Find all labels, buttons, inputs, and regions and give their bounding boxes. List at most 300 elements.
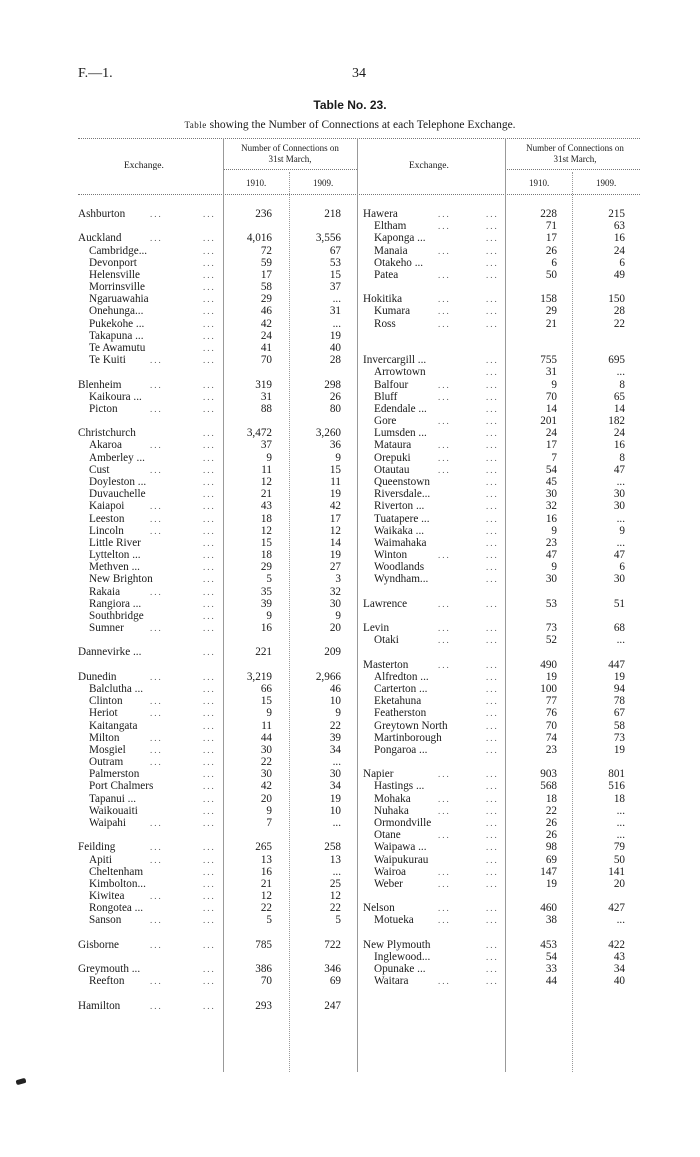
table-row	[363, 549, 643, 561]
table-row	[78, 756, 348, 768]
table-row	[363, 305, 643, 317]
value-1910: 9	[551, 378, 557, 391]
value-1910: 265	[255, 841, 272, 854]
table-row	[363, 963, 643, 975]
table-row	[363, 829, 643, 841]
value-1910: 58	[260, 281, 272, 294]
leader-dots: ...	[486, 732, 499, 743]
leader-dots: ...	[486, 903, 499, 914]
exchange-name: Leeston	[89, 512, 125, 525]
value-1909: 20	[329, 622, 341, 635]
value-1910: 31	[260, 390, 272, 403]
leader-dots: ...	[203, 598, 216, 609]
exchange-name: Orepuki	[374, 451, 411, 464]
leader-dots: ...	[150, 355, 163, 366]
table-row	[363, 488, 643, 500]
exchange-name: Amberley ...	[89, 451, 145, 464]
value-1910: 16	[260, 622, 272, 635]
value-1910: 18	[260, 512, 272, 525]
table-row	[78, 488, 348, 500]
leader-dots: ...	[438, 209, 451, 219]
leader-dots: ...	[203, 708, 216, 719]
leader-dots: ...	[203, 403, 216, 414]
value-1910: 71	[545, 220, 557, 233]
table-row	[363, 586, 643, 598]
value-1910: 54	[545, 463, 557, 476]
value-1910: 17	[545, 439, 557, 452]
table-row	[78, 902, 348, 914]
table-row	[363, 391, 643, 403]
value-1909: 427	[608, 902, 625, 915]
exchange-name: Eltham	[374, 220, 407, 233]
value-1910: 9	[266, 804, 272, 817]
exchange-name: Morrinsville	[89, 281, 145, 294]
table-row	[78, 342, 348, 354]
table-row	[363, 537, 643, 549]
table-row	[363, 245, 643, 257]
value-1909: 34	[613, 963, 625, 976]
value-1910: 35	[260, 585, 272, 598]
caption-lead: Table	[184, 120, 207, 130]
leader-dots: ...	[438, 294, 451, 305]
exchange-name: Lincoln	[89, 524, 124, 537]
value-1910: 77	[545, 695, 557, 708]
value-1910: 26	[545, 817, 557, 829]
leader-dots: ...	[203, 525, 216, 536]
exchange-name: Southbridge	[89, 609, 144, 622]
exchange-name: Waitara	[374, 975, 409, 988]
value-1909: ...	[616, 512, 625, 525]
exchange-name: New Plymouth	[363, 938, 431, 951]
value-1909: 516	[608, 780, 625, 793]
leader-dots: ...	[203, 245, 216, 256]
table-row	[363, 257, 643, 269]
leader-dots: ...	[486, 635, 499, 646]
table-row	[363, 513, 643, 525]
table-row	[78, 610, 348, 622]
exchange-name: Riversdale...	[374, 488, 431, 501]
leader-dots: ...	[150, 708, 163, 719]
value-1910: 21	[260, 488, 272, 501]
table-row	[363, 561, 643, 573]
leader-dots: ...	[486, 878, 499, 889]
table-row	[363, 878, 643, 890]
leader-dots: ...	[203, 428, 216, 439]
value-1909: 22	[329, 902, 341, 915]
leader-dots: ...	[486, 306, 499, 317]
exchange-name: Sanson	[89, 914, 122, 927]
value-1909: 182	[608, 415, 625, 428]
leader-dots: ...	[203, 647, 216, 658]
table-row	[363, 744, 643, 756]
value-1909: 28	[329, 354, 341, 367]
leader-dots: ...	[486, 513, 499, 524]
value-1910: 98	[545, 841, 557, 854]
value-1910: 72	[260, 244, 272, 257]
exchange-name: Te Kuiti	[89, 354, 126, 367]
page-number: 34	[352, 66, 366, 81]
value-1910: 21	[545, 317, 557, 330]
table-row	[78, 391, 348, 403]
table-row	[363, 683, 643, 695]
exchange-name: Methven ...	[89, 561, 140, 574]
exchange-name: Invercargill ...	[363, 354, 427, 367]
leader-dots: ...	[203, 805, 216, 816]
exchange-name: Little River	[89, 536, 141, 549]
value-1910: 24	[545, 427, 557, 440]
exchange-name: Outram	[89, 756, 124, 769]
exchange-name: Ormondville	[374, 817, 432, 829]
value-1910: 30	[545, 573, 557, 586]
exchange-name: Heriot	[89, 707, 118, 720]
table-row	[78, 841, 348, 853]
leader-dots: ...	[486, 939, 499, 950]
leader-dots: ...	[438, 269, 451, 280]
leader-dots: ...	[150, 1000, 163, 1011]
table-row	[78, 720, 348, 732]
leader-dots: ...	[150, 818, 163, 828]
value-1909: 78	[613, 695, 625, 708]
value-1910: 30	[260, 768, 272, 781]
exchange-name: Rongotea ...	[89, 902, 144, 915]
value-1910: 70	[545, 719, 557, 732]
leader-dots: ...	[438, 623, 451, 634]
leader-dots: ...	[203, 269, 216, 280]
table-row	[363, 841, 643, 853]
ink-smudge	[16, 1078, 27, 1085]
leader-dots: ...	[486, 769, 499, 780]
value-1909: ...	[616, 634, 625, 647]
value-1909: 30	[613, 488, 625, 501]
leader-dots: ...	[438, 464, 451, 475]
value-1909: 215	[608, 208, 625, 220]
value-1910: 53	[545, 597, 557, 610]
value-1910: 4,016	[246, 232, 272, 245]
exchange-name: Eketahuna	[374, 695, 422, 708]
value-1909: 67	[329, 244, 341, 257]
value-1910: 74	[545, 731, 557, 744]
year-1910-left: 1910.	[246, 178, 267, 188]
value-1910: 755	[540, 354, 557, 367]
table-row	[78, 330, 348, 342]
table-row	[363, 318, 643, 330]
leader-dots: ...	[486, 440, 499, 451]
value-1910: 22	[545, 804, 557, 817]
exchange-name: Doyleston ...	[89, 475, 147, 488]
leader-dots: ...	[150, 915, 163, 926]
leader-dots: ...	[150, 744, 163, 755]
leader-dots: ...	[438, 318, 451, 329]
value-1910: 70	[545, 390, 557, 403]
year-1909-right: 1909.	[596, 178, 617, 188]
value-1909: 3,556	[315, 232, 341, 245]
value-1910: 73	[545, 622, 557, 635]
table-row	[78, 866, 348, 878]
leader-dots: ...	[203, 318, 216, 329]
value-1909: 67	[613, 707, 625, 720]
value-1909: 68	[613, 622, 625, 635]
exchange-name: Manaia	[374, 244, 408, 257]
value-1910: 18	[545, 792, 557, 805]
value-1910: 453	[540, 938, 557, 951]
value-1910: 44	[545, 975, 557, 988]
table-row	[78, 427, 348, 439]
value-1909: 34	[329, 743, 341, 756]
leader-dots: ...	[486, 464, 499, 475]
exchange-name: Blenheim	[78, 378, 122, 391]
header-bottom-rule	[78, 194, 640, 195]
value-1910: 29	[545, 305, 557, 318]
value-1909: 51	[613, 597, 625, 610]
value-1910: 29	[260, 561, 272, 574]
value-1909: ...	[616, 366, 625, 379]
leader-dots: ...	[203, 610, 216, 621]
leader-dots: ...	[486, 744, 499, 755]
value-1910: 9	[551, 561, 557, 574]
value-1910: 69	[545, 853, 557, 866]
leader-dots: ...	[203, 342, 216, 353]
exchange-name: Kaitangata	[89, 719, 138, 732]
leader-dots: ...	[438, 805, 451, 816]
value-1909: ...	[332, 756, 341, 769]
table-row	[78, 914, 348, 926]
value-1909: 19	[329, 549, 341, 562]
leader-dots: ...	[486, 598, 499, 609]
exchange-name: Hawera	[363, 208, 398, 220]
leader-dots: ...	[203, 769, 216, 780]
value-1909: 80	[329, 402, 341, 415]
value-1909: 8	[619, 378, 625, 391]
connections-header-line1: Number of Connections on	[241, 143, 339, 153]
exchange-name: Christchurch	[78, 427, 136, 440]
exchange-name: Cust	[89, 463, 110, 476]
value-1909: 43	[613, 950, 625, 963]
value-1910: 147	[540, 865, 557, 878]
value-1909: 15	[329, 268, 341, 281]
leader-dots: ...	[150, 513, 163, 524]
table-caption	[0, 119, 700, 131]
value-1910: 9	[266, 707, 272, 720]
value-1910: 26	[545, 829, 557, 842]
leader-dots: ...	[486, 623, 499, 634]
value-1909: 47	[613, 549, 625, 562]
value-1910: 568	[540, 780, 557, 793]
leader-dots: ...	[486, 659, 499, 670]
leader-dots: ...	[486, 781, 499, 792]
value-1909: 422	[608, 938, 625, 951]
value-1910: 20	[260, 792, 272, 805]
table-row	[78, 561, 348, 573]
table-row	[78, 634, 348, 646]
table-row	[78, 1000, 348, 1012]
exchange-name: Wyndham...	[374, 573, 429, 586]
exchange-name: Rakaia	[89, 585, 121, 598]
leader-dots: ...	[486, 708, 499, 719]
table-row	[78, 269, 348, 281]
value-1910: 7	[551, 451, 557, 464]
table-row	[363, 671, 643, 683]
value-1909: 39	[329, 731, 341, 744]
value-1909: 150	[608, 293, 625, 306]
exchange-name: Kaponga ...	[374, 232, 426, 245]
value-1910: 6	[551, 256, 557, 269]
value-1910: 12	[260, 890, 272, 903]
value-1910: 37	[260, 439, 272, 452]
value-1909: 218	[324, 208, 341, 220]
value-1909: 49	[613, 268, 625, 281]
exchange-name: Queenstown	[374, 475, 430, 488]
value-1910: 38	[545, 914, 557, 927]
leader-dots: ...	[203, 1000, 216, 1011]
table-row	[363, 281, 643, 293]
leader-dots: ...	[486, 391, 499, 402]
leader-dots: ...	[438, 915, 451, 926]
leader-dots: ...	[150, 501, 163, 512]
exchange-name: Clinton	[89, 695, 123, 708]
table-row	[78, 513, 348, 525]
value-1909: 40	[329, 341, 341, 354]
exchange-header-left: Exchange.	[124, 161, 164, 171]
value-1909: 37	[329, 281, 341, 294]
leader-dots: ...	[203, 720, 216, 731]
leader-dots: ...	[150, 732, 163, 743]
exchange-name: Takapuna ...	[89, 329, 144, 342]
year-1910-right: 1910.	[529, 178, 550, 188]
value-1909: 36	[329, 439, 341, 452]
value-1909: 3,260	[315, 427, 341, 440]
exchange-name: Otakeho ...	[374, 256, 424, 269]
leader-dots: ...	[150, 757, 163, 768]
value-1909: 40	[613, 975, 625, 988]
value-1909: ...	[332, 317, 341, 330]
table-row	[78, 732, 348, 744]
value-1909: ...	[616, 804, 625, 817]
table-row	[78, 586, 348, 598]
value-1909: ...	[616, 536, 625, 549]
value-1909: 12	[329, 524, 341, 537]
leader-dots: ...	[486, 209, 499, 219]
leader-dots: ...	[438, 769, 451, 780]
table-row	[363, 817, 643, 829]
leader-dots: ...	[203, 355, 216, 366]
table-row	[363, 403, 643, 415]
value-1910: 9	[266, 451, 272, 464]
value-1909: 30	[329, 768, 341, 781]
table-row	[78, 854, 348, 866]
value-1910: 460	[540, 902, 557, 915]
leader-dots: ...	[203, 586, 216, 597]
value-1909: 19	[329, 792, 341, 805]
value-1910: 12	[260, 524, 272, 537]
leader-dots: ...	[203, 233, 216, 244]
value-1910: 12	[260, 475, 272, 488]
leader-dots: ...	[150, 976, 163, 987]
exchange-name: Opunake ...	[374, 963, 426, 976]
value-1909: 14	[613, 402, 625, 415]
table-row	[78, 963, 348, 975]
table-row	[363, 366, 643, 378]
exchange-name: Waikaka ...	[374, 524, 425, 537]
value-1910: 17	[545, 232, 557, 245]
value-1909: 447	[608, 658, 625, 671]
value-1910: 903	[540, 768, 557, 781]
table-row	[78, 379, 348, 391]
value-1909: 9	[619, 524, 625, 537]
leader-dots: ...	[486, 525, 499, 536]
table-row	[78, 537, 348, 549]
value-1909: 11	[330, 475, 341, 488]
leader-dots: ...	[150, 525, 163, 536]
value-1909: 19	[329, 488, 341, 501]
table-row	[78, 403, 348, 415]
value-1909: ...	[616, 914, 625, 927]
table-row	[363, 939, 643, 951]
exchange-name: Napier	[363, 768, 394, 781]
table-row	[363, 464, 643, 476]
exchange-name: Pukekohe ...	[89, 317, 145, 330]
table-row	[363, 269, 643, 281]
value-1910: 3,472	[246, 427, 272, 440]
exchange-name: Sumner	[89, 622, 124, 635]
value-1909: 6	[619, 256, 625, 269]
exchange-name: Alfredton ...	[374, 670, 429, 683]
value-1909: 22	[329, 719, 341, 732]
table-row	[363, 525, 643, 537]
value-1910: 19	[545, 670, 557, 683]
value-1909: 58	[613, 719, 625, 732]
table-row	[363, 330, 643, 342]
exchange-name: Winton	[374, 549, 408, 562]
value-1910: 76	[545, 707, 557, 720]
leader-dots: ...	[438, 793, 451, 804]
value-1910: 19	[545, 877, 557, 890]
value-1910: 158	[540, 293, 557, 306]
table-row	[78, 817, 348, 829]
leader-dots: ...	[438, 245, 451, 256]
table-row	[78, 805, 348, 817]
exchange-name: Mosgiel	[89, 743, 126, 756]
value-1909: 9	[335, 609, 341, 622]
value-1909: 47	[613, 463, 625, 476]
table-row	[78, 439, 348, 451]
value-1910: 785	[255, 938, 272, 951]
leader-dots: ...	[438, 391, 451, 402]
year-1909-left: 1909.	[313, 178, 334, 188]
exchange-name: Lawrence	[363, 597, 408, 610]
table-row	[363, 293, 643, 305]
leader-dots: ...	[203, 781, 216, 792]
exchange-name: Bluff	[374, 390, 398, 403]
table-row	[363, 342, 643, 354]
leader-dots: ...	[438, 379, 451, 390]
exchange-name: Greytown North	[374, 719, 448, 732]
leader-dots: ...	[203, 671, 216, 682]
table-row	[363, 975, 643, 987]
value-1909: 8	[619, 451, 625, 464]
exchange-name: Ross	[374, 317, 396, 330]
value-1909: 25	[329, 877, 341, 890]
table-row	[78, 305, 348, 317]
value-1910: 11	[261, 719, 272, 732]
value-1909: 16	[613, 439, 625, 452]
value-1910: 236	[255, 208, 272, 220]
value-1910: 14	[545, 402, 557, 415]
leader-dots: ...	[203, 757, 216, 768]
value-1909: 346	[324, 963, 341, 976]
table-row	[363, 573, 643, 585]
value-1909: 10	[329, 695, 341, 708]
leader-dots: ...	[486, 428, 499, 439]
